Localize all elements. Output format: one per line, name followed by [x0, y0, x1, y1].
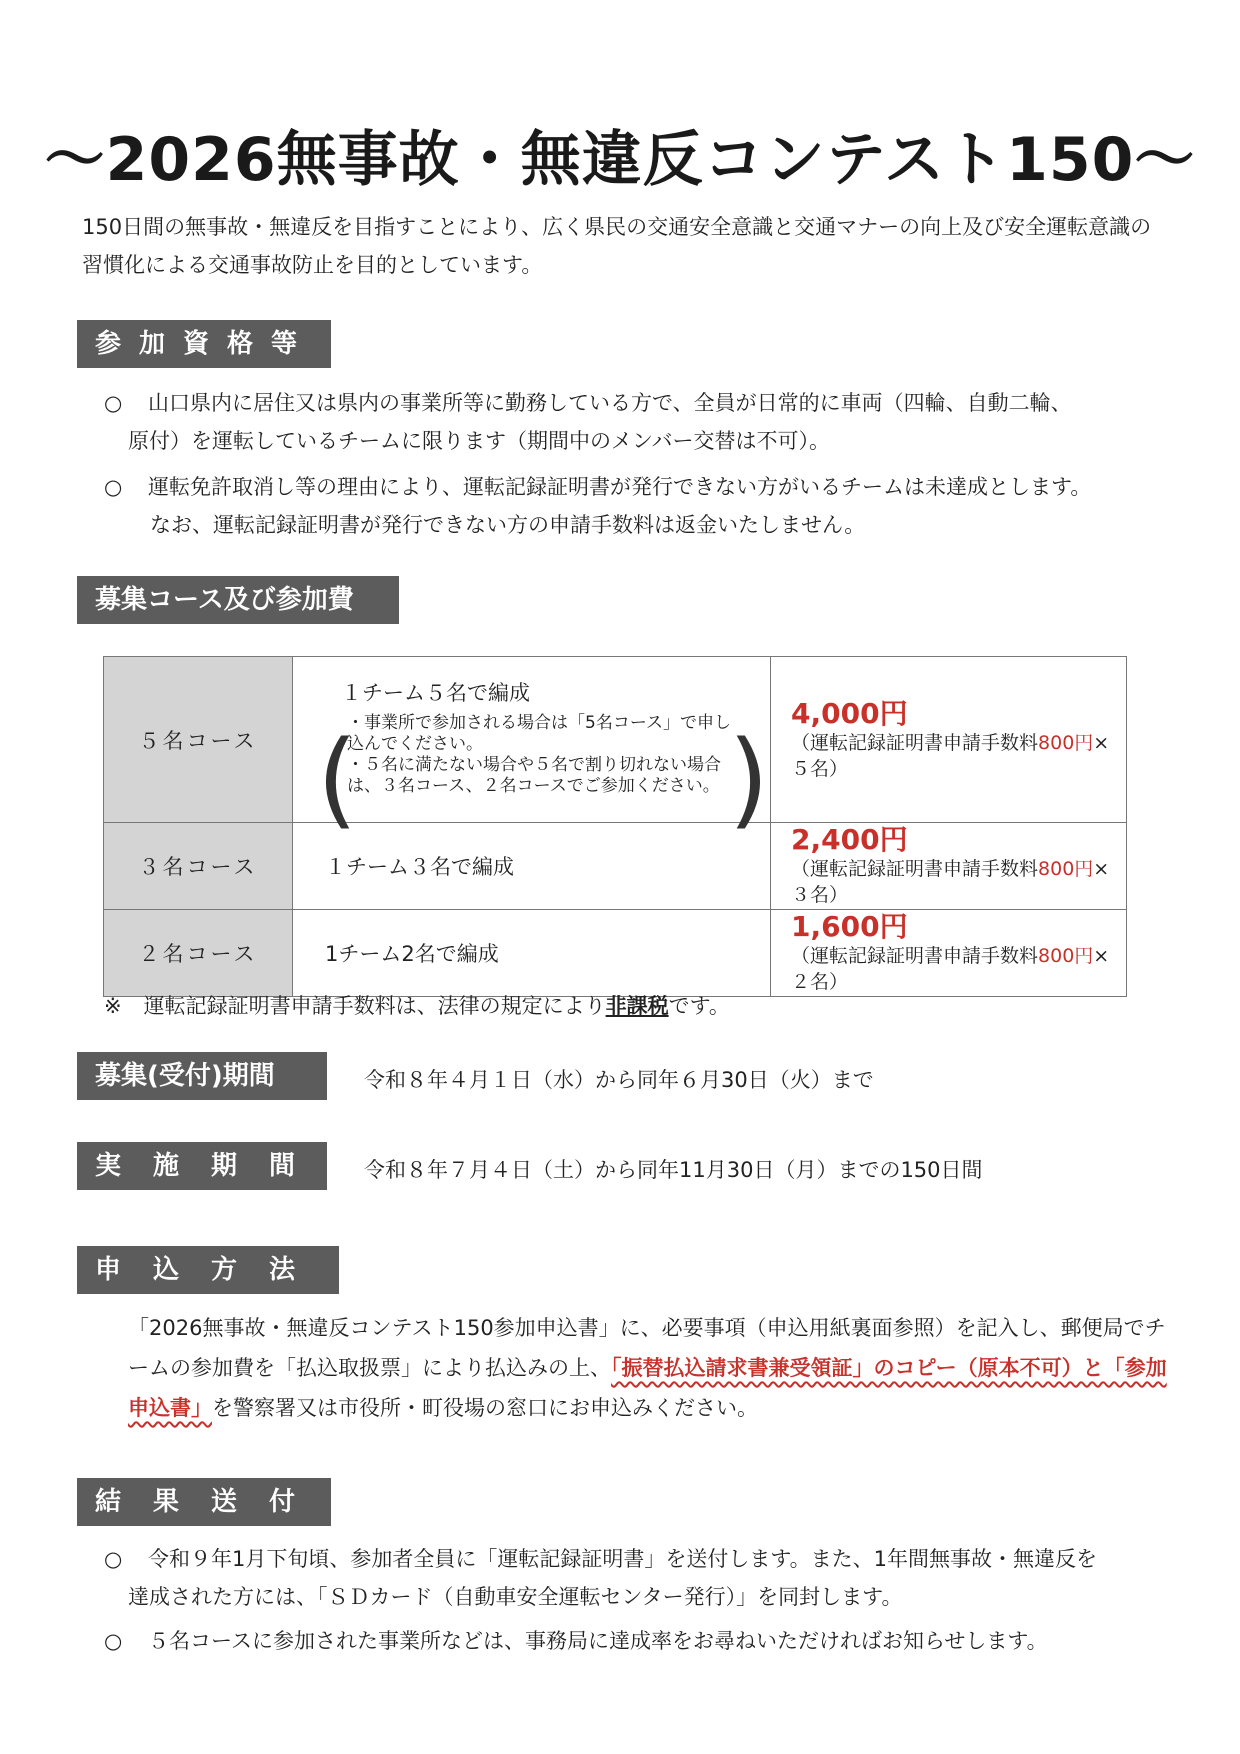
course-fee — [771, 823, 1127, 910]
section-heading-application: 申込方法 — [77, 1246, 339, 1294]
course-price: 4,000円 — [791, 696, 908, 730]
course-fee — [771, 657, 1127, 823]
course-price: 1,600円 — [791, 910, 908, 943]
fee-breakdown: （運転記録証明書申請手数料800円×２名） — [791, 945, 1110, 993]
fee-breakdown: （運転記録証明書申請手数料800円×３名） — [791, 858, 1110, 906]
eligibility-item: ○ 山口県内に居住又は県内の事業所等に勤務している方で、全員が日常的に車両（四輪、自動二輪、 原付）を運転しているチームに限ります（期間中のメンバー交替は不可）。 — [104, 384, 1184, 460]
circle-bullet-icon: ○ — [104, 1547, 123, 1571]
course-name: ３名コース — [104, 823, 293, 910]
application-text: 「2026無事故・無違反コンテスト150参加申込書」に、必要事項（申込用紙裏面参照）を記入し、郵便局でチームの参加費を「払込取扱票」により払込みの上、「振替払込請求書兼受領証」のコピー（原本不可）と「参加申込書」を警察署又は市役所・町役場の窓口にお申込みください。 — [128, 1316, 1167, 1420]
course-description: １チーム３名で編成 — [293, 823, 771, 910]
reference-mark-icon: ※ — [104, 994, 122, 1018]
results-item: ○ 令和９年1月下旬頃、参加者全員に「運転記録証明書」を送付します。また、1年間無事故・無違反を 達成された方には、「ＳＤカード（自動車安全運転センター発行）」を同封します。 — [104, 1540, 1184, 1616]
application-highlight: 「振替払込請求書兼受領証」のコピー（原本不可）と「参加申込書」 — [128, 1356, 1167, 1420]
course-row — [104, 910, 1127, 997]
section-heading-recruitment: 募集(受付)期間 — [77, 1052, 327, 1100]
fee-breakdown: （運転記録証明書申請手数料800円×５名） — [791, 731, 1110, 780]
tax-note: ※ 運転記録証明書申請手数料は、法律の規定により非課税です。 — [104, 994, 730, 1018]
circle-bullet-icon: ○ — [104, 1629, 123, 1653]
course-description: １チーム５名で編成 ( ・事業所で参加される場合は「5名コース」で申し込んでください。 ・５名に満たない場合や５名で割り切れない場合は、３名コース、２名コースでご参加ください。 ) — [293, 657, 771, 823]
course-price: 2,400円 — [791, 823, 908, 856]
course-name: ２名コース — [104, 910, 293, 997]
page-title: ～2026無事故・無違反コンテスト150～ — [44, 125, 1196, 195]
section-heading-results: 結果送付 — [77, 1478, 331, 1526]
implementation-period: 令和８年７月４日（土）から同年11月30日（月）までの150日間 — [364, 1158, 983, 1182]
left-paren-icon: ( — [317, 717, 358, 840]
intro-text: 150日間の無事故・無違反を目指すことにより、広く県民の交通安全意識と交通マナーの向上及び安全運転意識の習慣化による交通事故防止を目的としています。 — [82, 215, 1152, 277]
right-paren-icon: ) — [728, 717, 769, 840]
course-name: ５名コース — [104, 657, 293, 823]
results-item: ○ ５名コースに参加された事業所などは、事務局に達成率をお尋ねいただければお知らせします。 — [104, 1622, 1184, 1660]
eligibility-item: ○ 運転免許取消し等の理由により、運転記録証明書が発行できない方がいるチームは未達成とします。 なお、運転記録証明書が発行できない方の申請手数料は返金いたしません。 — [104, 468, 1184, 544]
section-heading-eligibility: 参加資格等 — [77, 320, 331, 368]
course-table — [103, 656, 1127, 997]
section-heading-courses: 募集コース及び参加費 — [77, 576, 399, 624]
section-heading-implementation: 実施期間 — [77, 1142, 327, 1190]
circle-bullet-icon: ○ — [104, 475, 123, 499]
course-fee — [771, 910, 1127, 997]
course-notes: ( ・事業所で参加される場合は「5名コース」で申し込んでください。 ・５名に満たない場合や５名で割り切れない場合は、３名コース、２名コースでご参加ください。 ) — [317, 709, 769, 803]
course-description: 1チーム2名で編成 — [293, 910, 771, 997]
course-row — [104, 823, 1127, 910]
course-row — [104, 657, 1127, 823]
recruitment-period: 令和８年４月１日（水）から同年６月30日（火）まで — [364, 1068, 874, 1092]
circle-bullet-icon: ○ — [104, 391, 123, 415]
